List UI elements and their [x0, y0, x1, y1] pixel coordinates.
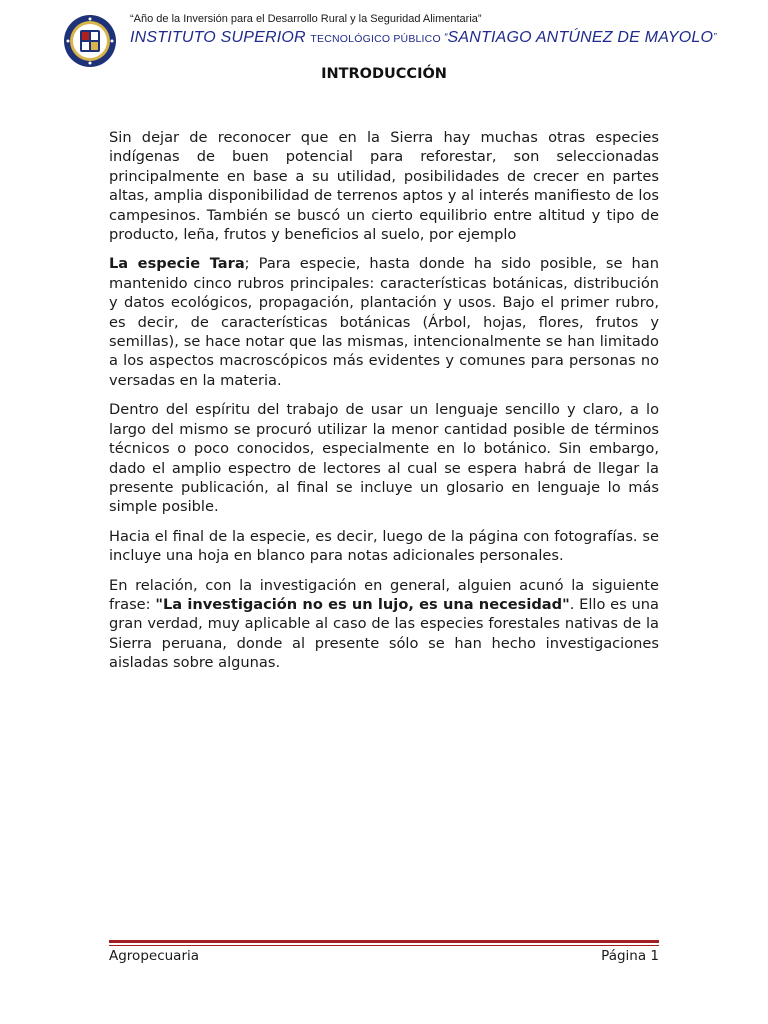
- institute-name-part3: SANTIAGO ANTÚNEZ DE MAYOLO: [447, 29, 714, 46]
- paragraph-2: [109, 254, 659, 390]
- paragraph-4: Hacia el final de la especie, es decir, luego de la página con fotografías. se incluye una hoja en blanco para notas adicionales personales.: [109, 527, 659, 565]
- paragraph-1: Sin dejar de reconocer que en la Sierra hay muchas otras especies indígenas de buen potencial para reforestar, son seleccionadas principalmente en base a su utilidad, posibilidades de crecer en partes altas, amplia disponibilidad de terrenos aptos y al interés manifiesto de los campesinos. También se buscó un cierto equilibrio entre altitud y tipo de producto, leña, frutos y beneficios al suelo, por ejemplo: [109, 129, 659, 244]
- institute-seal-icon: [63, 14, 117, 68]
- footer-page-number: Página 1: [601, 948, 659, 964]
- institute-name-part2: TECNOLÓGICO PÚBLICO: [310, 33, 444, 45]
- document-body: [109, 128, 659, 683]
- institute-quote-open: “: [443, 32, 448, 43]
- paragraph-5-text-end: . Ello es una gran verdad, muy aplicable al caso de las especies forestales nativas de la Sierra peruana, donde al presente sólo se han hecho investigaciones aisladas sobre algunas.: [109, 595, 659, 672]
- footer-rule-thick: [109, 940, 659, 943]
- footer-section-name: Agropecuaria: [109, 948, 200, 964]
- paragraph-5-text-start: En relación, con la investigación en general, alguien acunó la siguiente frase:: [109, 576, 659, 613]
- paragraph-2-text: ; Para especie, hasta donde ha sido posible, se han mantenido cinco rubros principales: características botánicas, distribución y datos ecológicos, propagación, plantación y usos. Bajo el primer rubro, es decir, de características botánicas (Árbol, hojas, flores, frutos y semillas), se hace notar que las mismas, intencionalmente se han limitado a los aspectos macroscópicos más evidentes y comunes para personas no versadas en la materia.: [109, 255, 659, 389]
- institute-name-part1: INSTITUTO SUPERIOR: [130, 29, 311, 46]
- paragraph-3: Dentro del espíritu del trabajo de usar un lenguaje sencillo y claro, a lo largo del mismo se procuró utilizar la menor cantidad posible de términos técnicos o poco conocidos, especialmente en lo botánico. Sin embargo, dado el amplio espectro de lectores al cual se espera habrá de llegar la presente publicación, al final se incluye un glosario en lenguaje lo más simple posible.: [109, 401, 659, 516]
- page-title: INTRODUCCIÓN: [321, 66, 447, 82]
- header-institute-name: [130, 29, 717, 47]
- paragraph-5: [109, 576, 659, 673]
- footer-rule-thin: [109, 945, 659, 946]
- header-motto: “Año de la Inversión para el Desarrollo Rural y la Seguridad Alimentaria”: [130, 13, 482, 25]
- paragraph-5-quote: "La investigación no es un lujo, es una necesidad": [155, 595, 570, 613]
- paragraph-2-bold-lead: La especie Tara: [109, 255, 245, 273]
- institute-quote-close: ”: [713, 32, 717, 43]
